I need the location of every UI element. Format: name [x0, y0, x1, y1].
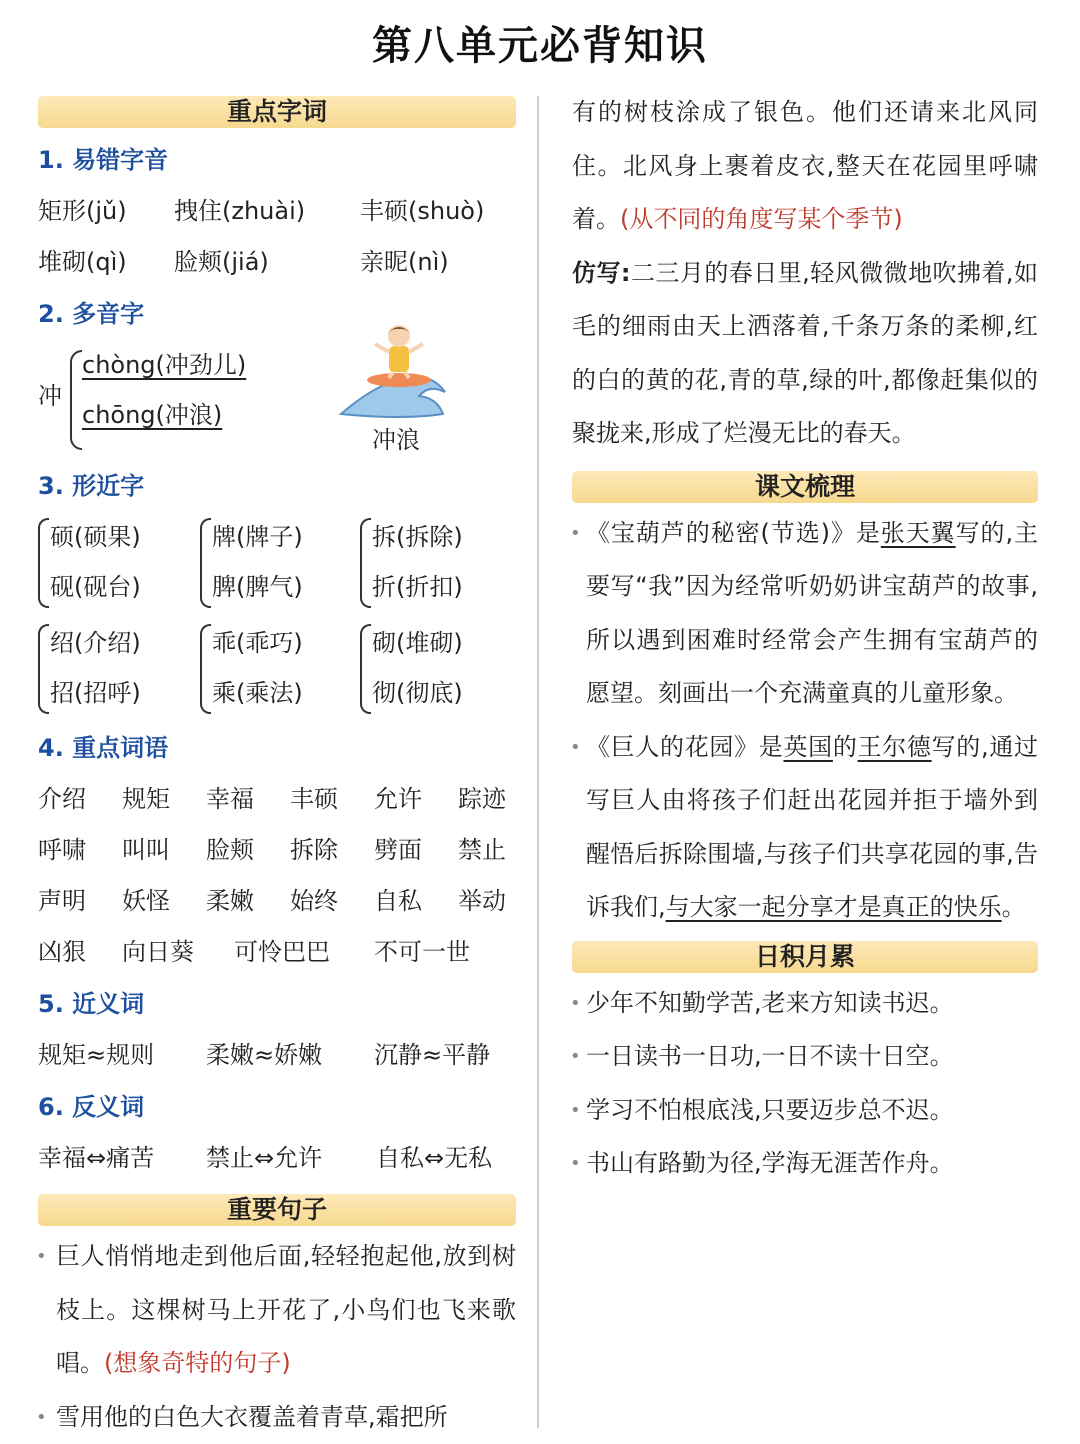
keyword: 踪迹 [458, 774, 542, 825]
pron-item: 拽住(zhuài) [174, 186, 360, 237]
keyword: 柔嫩 [206, 876, 290, 927]
banner-keywords: 重点字词 [38, 96, 516, 128]
keyword: 可怜巴巴 [234, 927, 374, 978]
column-divider [537, 96, 539, 1428]
pronunciation-row [38, 186, 516, 237]
pron-item: 亲昵(nì) [360, 237, 449, 288]
similar-pair: 绍(介绍) 招(招呼) [38, 618, 188, 718]
review-1: • 《宝葫芦的秘密(节选)》是张天翼写的,主要写“我”因为经常听奶奶讲宝葫芦的故事,所以遇到困难时经常会产生拥有宝葫芦的愿望。刻画出一个充满童真的儿童形象。 [572, 507, 1038, 721]
keyword: 丰硕 [290, 774, 374, 825]
section-similar-chars-title: 3. 形近字 [38, 460, 516, 512]
synonym-item: 规矩≈规则 [38, 1030, 206, 1081]
keywords-last-row [38, 927, 516, 978]
pronunciation-row [38, 237, 516, 288]
section-pronunciation-title: 1. 易错字音 [38, 134, 516, 186]
proverb: • 学习不怕根底浅,只要迈步总不迟。 [572, 1084, 1038, 1138]
keyword: 叫叫 [122, 825, 206, 876]
pron-item: 脸颊(jiá) [174, 237, 360, 288]
keyword: 规矩 [122, 774, 206, 825]
similar-pair: 砌(堆砌) 彻(彻底) [360, 618, 510, 718]
similar-pair: 拆(拆除) 折(折扣) [360, 512, 510, 612]
section-antonyms-title: 6. 反义词 [38, 1081, 516, 1133]
illustration-caption: 冲浪 [372, 420, 420, 455]
pron-item: 堆砌(qì) [38, 237, 174, 288]
polyphone-item [82, 340, 246, 390]
imitation-paragraph: 仿写:二三月的春日里,轻风微微地吹拂着,如毛的细雨由天上洒落着,千条万条的柔柳,红的白的黄的花,青的草,绿的叶,都像赶集似的聚拢来,形成了烂漫无比的春天。 [572, 247, 1038, 461]
antonym-item: 幸福⇔痛苦 [38, 1133, 206, 1184]
synonyms-row [38, 1030, 516, 1081]
banner-review: 课文梳理 [572, 471, 1038, 503]
polyphone-reading: chòng(冲劲儿) [82, 351, 246, 379]
sentence-1: • 巨人悄悄地走到他后面,轻轻抱起他,放到树枝上。这棵树马上开花了,小鸟们也飞来歌唱。(想象奇特的句子) [38, 1230, 516, 1391]
section-polyphone-title: 2. 多音字 [38, 288, 516, 340]
key-message: 与大家一起分享才是真正的快乐 [666, 893, 1002, 921]
sentence-2-continued: 有的树枝涂成了银色。他们还请来北风同住。北风身上裹着皮衣,整天在花园里呼啸着。(从不同的角度写某个季节) [572, 86, 1038, 247]
polyphone-reading: chōng(冲浪) [82, 401, 222, 429]
keyword: 向日葵 [122, 927, 234, 978]
similar-pair: 牌(牌子) 脾(脾气) [200, 512, 350, 612]
keyword: 脸颊 [206, 825, 290, 876]
keyword: 始终 [290, 876, 374, 927]
proverb: • 少年不知勤学苦,老来方知读书迟。 [572, 977, 1038, 1031]
proverb: • 书山有路勤为径,学海无涯苦作舟。 [572, 1137, 1038, 1191]
keyword: 劈面 [374, 825, 458, 876]
keywords-grid [38, 774, 516, 927]
section-keywords-title: 4. 重点词语 [38, 722, 516, 774]
author-name: 王尔德 [858, 733, 932, 761]
review-2: • 《巨人的花园》是英国的王尔德写的,通过写巨人由将孩子们赶出花园并拒于墙外到醒悟后拆除围墙,与孩子们共享花园的事,告诉我们,与大家一起分享才是真正的快乐。 [572, 721, 1038, 935]
keyword: 自私 [374, 876, 458, 927]
polyphone-item [82, 390, 222, 440]
imitation-label: 仿写: [572, 259, 631, 287]
synonym-item: 柔嫩≈娇嫩 [206, 1030, 374, 1081]
polyphone-char: 冲 [38, 376, 62, 411]
left-column [38, 96, 516, 1444]
keyword: 凶狠 [38, 927, 122, 978]
pron-item: 矩形(jǔ) [38, 186, 174, 237]
page-title: 第八单元必背知识 [0, 14, 1080, 71]
antonym-item: 禁止⇔允许 [206, 1133, 376, 1184]
banner-accumulation: 日积月累 [572, 941, 1038, 973]
similar-pair: 乖(乖巧) 乘(乘法) [200, 618, 350, 718]
pron-item: 丰硕(shuò) [360, 186, 484, 237]
section-synonyms-title: 5. 近义词 [38, 978, 516, 1030]
keyword: 拆除 [290, 825, 374, 876]
keyword: 妖怪 [122, 876, 206, 927]
synonym-item: 沉静≈平静 [374, 1030, 490, 1081]
keyword: 呼啸 [38, 825, 122, 876]
similar-chars-grid [38, 512, 516, 722]
keyword: 声明 [38, 876, 122, 927]
brace-icon [70, 350, 82, 450]
country-name: 英国 [784, 733, 833, 761]
keyword: 禁止 [458, 825, 542, 876]
keyword: 举动 [458, 876, 542, 927]
banner-sentences: 重要句子 [38, 1194, 516, 1226]
sentence-2-start: • 雪用他的白色大衣覆盖着青草,霜把所 [38, 1391, 516, 1444]
right-column [572, 96, 1038, 1191]
similar-pair: 硕(硕果) 砚(砚台) [38, 512, 188, 612]
sentence-2-note: (从不同的角度写某个季节) [620, 205, 903, 233]
antonyms-row [38, 1133, 516, 1184]
proverb: • 一日读书一日功,一日不读十日空。 [572, 1030, 1038, 1084]
keyword: 不可一世 [374, 927, 470, 978]
keyword: 幸福 [206, 774, 290, 825]
antonym-item: 自私⇔无私 [376, 1133, 492, 1184]
keyword: 介绍 [38, 774, 122, 825]
author-name: 张天翼 [881, 519, 956, 547]
sentence-1-note: (想象奇特的句子) [104, 1349, 291, 1377]
keyword: 允许 [374, 774, 458, 825]
